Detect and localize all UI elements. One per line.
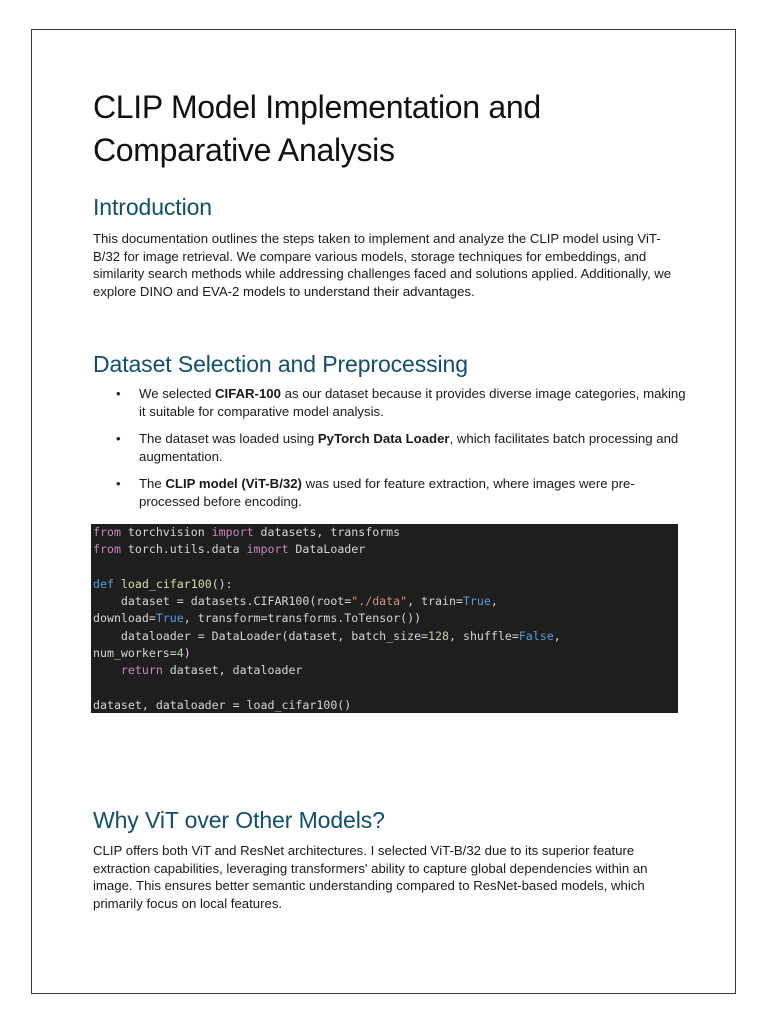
code-line: dataset, dataloader = load_cifar100() <box>93 697 352 712</box>
document-title: CLIP Model Implementation and Comparative Analysis <box>93 89 541 168</box>
bullet-bold-text: CIFAR-100 <box>215 386 281 401</box>
bullet-text: We selected <box>139 386 215 401</box>
list-item <box>93 475 693 510</box>
list-item <box>93 430 693 465</box>
bullet-bold-text: PyTorch Data Loader <box>317 431 450 446</box>
code-line: download=True, transform=transforms.ToTensor()) <box>93 611 422 626</box>
code-line <box>93 680 676 697</box>
bullet-dot-icon: • <box>116 476 121 491</box>
bullet-dot-icon: • <box>116 386 121 401</box>
bullet-text: as our dataset because it provides diverse image categories, making it suitable for comparative model analysis. <box>139 386 686 419</box>
code-line <box>93 559 676 576</box>
bullet-text: was used for feature extraction, where images were pre-processed before encoding. <box>139 476 635 509</box>
bullet-text: The dataset was loaded using <box>139 431 318 446</box>
code-line: num_workers=4) <box>93 646 191 661</box>
dataset-heading: Dataset Selection and Preprocessing <box>93 351 468 377</box>
bullet-text: , which facilitates batch processing and augmentation. <box>139 431 679 464</box>
code-line: dataset = datasets.CIFAR100(root="./data", train=True, <box>93 594 498 609</box>
code-line: dataloader = DataLoader(dataset, batch_size=128, shuffle=False, <box>93 628 561 643</box>
bullet-dot-icon: • <box>116 431 121 446</box>
dataset-bullet-list <box>93 385 693 520</box>
code-line: def load_cifar100(): <box>93 576 233 591</box>
list-item <box>93 385 693 420</box>
bullet-text: The <box>139 476 166 491</box>
bullet-bold-text: CLIP model (ViT-B/32) <box>165 476 302 491</box>
why-vit-paragraph: CLIP offers both ViT and ResNet architectures. I selected ViT-B/32 due to its superior feature extraction capabilities, leveraging transformers' ability to capture global dependencies within an image. This ensures better semantic understanding compared to ResNet-based models, which primarily focus on local features. <box>93 843 648 911</box>
code-line: return dataset, dataloader <box>120 663 303 678</box>
document-page <box>31 29 736 994</box>
introduction-heading: Introduction <box>93 194 212 220</box>
code-block <box>91 524 678 713</box>
code-line: from torchvision import datasets, transforms <box>93 525 401 539</box>
introduction-paragraph: This documentation outlines the steps taken to implement and analyze the CLIP model using ViT-B/32 for image retrieval. We compare various models, storage techniques for embeddings, and similarity search methods while addressing challenges faced and solutions applied. Additionally, we explore DINO and EVA-2 models to understand their advantages. <box>93 231 672 299</box>
why-vit-heading: Why ViT over Other Models? <box>93 807 385 833</box>
code-line: from torch.utils.data import DataLoader <box>93 542 366 557</box>
